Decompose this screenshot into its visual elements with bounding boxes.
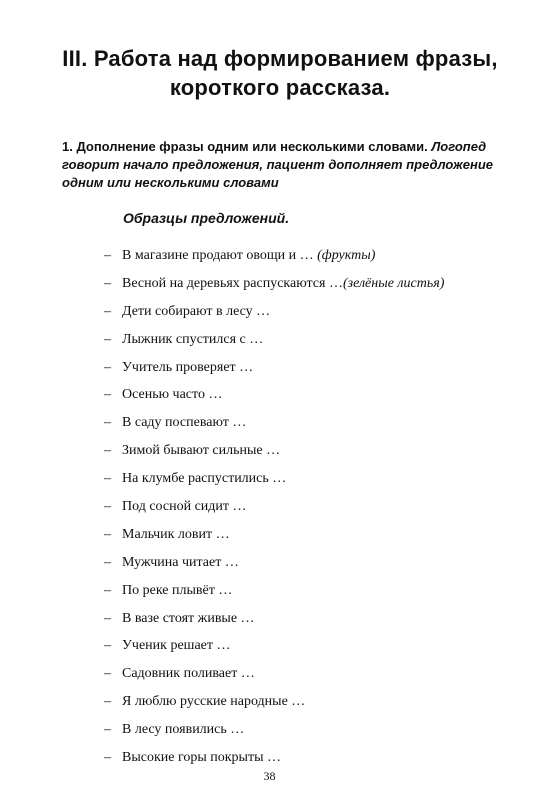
examples-heading: Образцы предложений. — [123, 210, 290, 226]
sentence-answer: (зелёные листья) — [342, 275, 445, 291]
list-dash: – — [104, 471, 111, 487]
sentence-list — [104, 246, 444, 776]
sentence-text: На клумбе распустились … — [122, 471, 287, 487]
list-item — [104, 469, 444, 497]
sentence-text: Весной на деревьях распускаются … — [122, 275, 343, 291]
list-item — [104, 692, 444, 720]
list-dash: – — [104, 526, 111, 542]
sentence-text: Ученик решает … — [122, 638, 231, 654]
list-dash: – — [104, 638, 111, 654]
sentence-text: Лыжник спустился с … — [122, 331, 264, 347]
page-title-line-1: III. Работа над формированием фразы, — [62, 46, 498, 71]
list-item — [104, 525, 444, 553]
list-dash: – — [104, 694, 111, 710]
list-item — [104, 385, 444, 413]
list-dash: – — [104, 331, 111, 347]
page-title-line-2: короткого рассказа. — [169, 75, 391, 100]
list-dash: – — [104, 610, 111, 626]
sentence-text: Высокие горы покрыты … — [122, 750, 281, 766]
sentence-text: В магазине продают овощи и … — [122, 248, 318, 263]
list-item — [104, 274, 444, 302]
list-item — [104, 497, 444, 525]
list-dash: – — [104, 554, 111, 570]
sentence-text: Под сосной сидит … — [122, 499, 247, 515]
sentence-text: В вазе стоят живые … — [122, 610, 255, 626]
sentence-text: Осенью часто … — [122, 387, 223, 403]
sentence-text: В саду поспевают … — [122, 415, 247, 431]
sentence-text: Садовник поливает … — [122, 666, 255, 682]
list-dash: – — [104, 248, 111, 263]
list-item — [104, 609, 444, 637]
list-item — [104, 413, 444, 441]
list-dash: – — [104, 499, 111, 515]
list-dash: – — [104, 387, 111, 403]
list-item — [104, 358, 444, 386]
page-title — [60, 44, 500, 102]
list-dash: – — [104, 582, 111, 598]
list-item — [104, 720, 444, 748]
section-instruction — [62, 138, 522, 192]
list-item — [104, 330, 444, 358]
sentence-text: Зимой бывают сильные … — [122, 443, 281, 459]
list-dash: – — [104, 750, 111, 766]
sentence-text: По реке плывёт … — [122, 582, 233, 598]
list-item — [104, 302, 444, 330]
sentence-text: Мужчина читает … — [122, 554, 239, 570]
sentence-text: Мальчик ловит … — [122, 526, 230, 542]
list-dash: – — [104, 722, 111, 738]
sentence-text: Учитель проверяет … — [122, 359, 254, 375]
list-item — [104, 441, 444, 469]
sentence-text: В лесу появились … — [122, 722, 245, 738]
list-dash: – — [104, 303, 111, 319]
section-heading: 1. Дополнение фразы одним или несколькими словами. — [62, 139, 428, 154]
sentence-text: Я люблю русские народные … — [122, 694, 306, 710]
list-item — [104, 581, 444, 609]
list-dash: – — [104, 359, 111, 375]
list-item — [104, 246, 444, 274]
list-dash: – — [104, 415, 111, 431]
list-dash: – — [104, 275, 111, 291]
list-dash: – — [104, 666, 111, 682]
list-item — [104, 636, 444, 664]
list-dash: – — [104, 443, 111, 459]
section-description: Логопед говорит начало предложения, пациент дополняет предложение одним или несколькими словами — [62, 139, 493, 190]
page-number: 38 — [263, 769, 276, 783]
sentence-answer: (фрукты) — [317, 248, 376, 263]
sentence-text: Дети собирают в лесу … — [122, 303, 271, 319]
list-item — [104, 664, 444, 692]
list-item — [104, 553, 444, 581]
